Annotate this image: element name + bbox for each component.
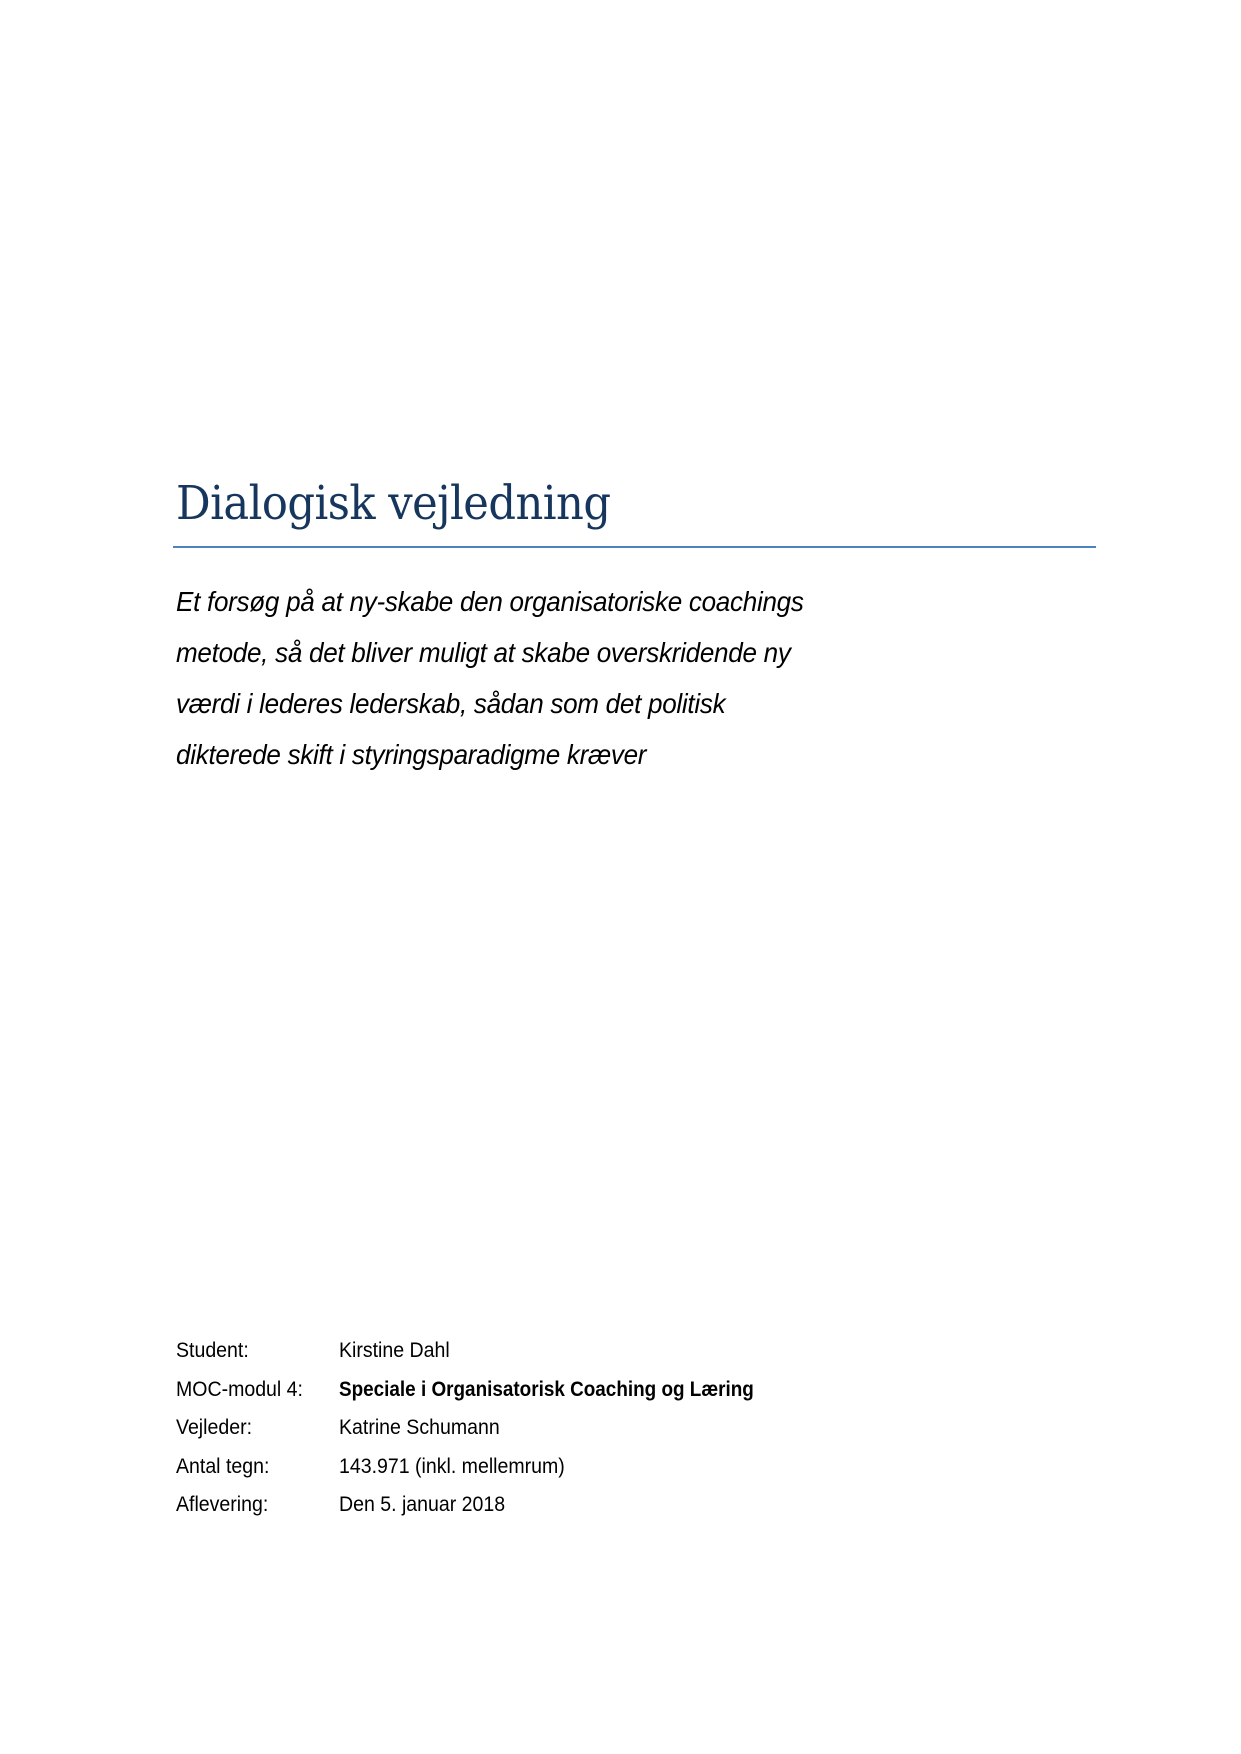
meta-row-supervisor xyxy=(176,1409,800,1448)
meta-label: Antal tegn: xyxy=(176,1454,270,1478)
meta-row-submission-date xyxy=(176,1486,800,1525)
character-count: 143.971 (inkl. mellemrum) xyxy=(339,1454,565,1478)
subtitle-line: metode, så det bliver muligt at skabe overskridende ny xyxy=(176,637,791,668)
meta-label: Student: xyxy=(176,1339,249,1362)
meta-label: Vejleder: xyxy=(176,1416,253,1439)
submission-date: Den 5. januar 2018 xyxy=(339,1493,506,1516)
module-name: Speciale i Organisatorisk Coaching og Læring xyxy=(339,1377,754,1401)
subtitle-line: Et forsøg på at ny-skabe den organisatoriske coachings xyxy=(176,586,804,617)
title-underline-rule xyxy=(173,546,1096,548)
document-subtitle xyxy=(176,576,996,780)
student-name: Kirstine Dahl xyxy=(339,1339,450,1362)
meta-row-character-count xyxy=(176,1448,800,1487)
document-title: Dialogisk vejledning xyxy=(176,476,611,531)
submission-details xyxy=(176,1332,800,1525)
supervisor-name: Katrine Schumann xyxy=(339,1416,500,1439)
meta-label: Aflevering: xyxy=(176,1493,269,1516)
meta-row-student xyxy=(176,1332,800,1371)
meta-row-module xyxy=(176,1371,800,1410)
meta-label: MOC-modul 4: xyxy=(176,1377,303,1401)
subtitle-line: værdi i lederes lederskab, sådan som det politisk xyxy=(176,688,726,719)
subtitle-line: dikterede skift i styringsparadigme kræver xyxy=(176,739,647,770)
